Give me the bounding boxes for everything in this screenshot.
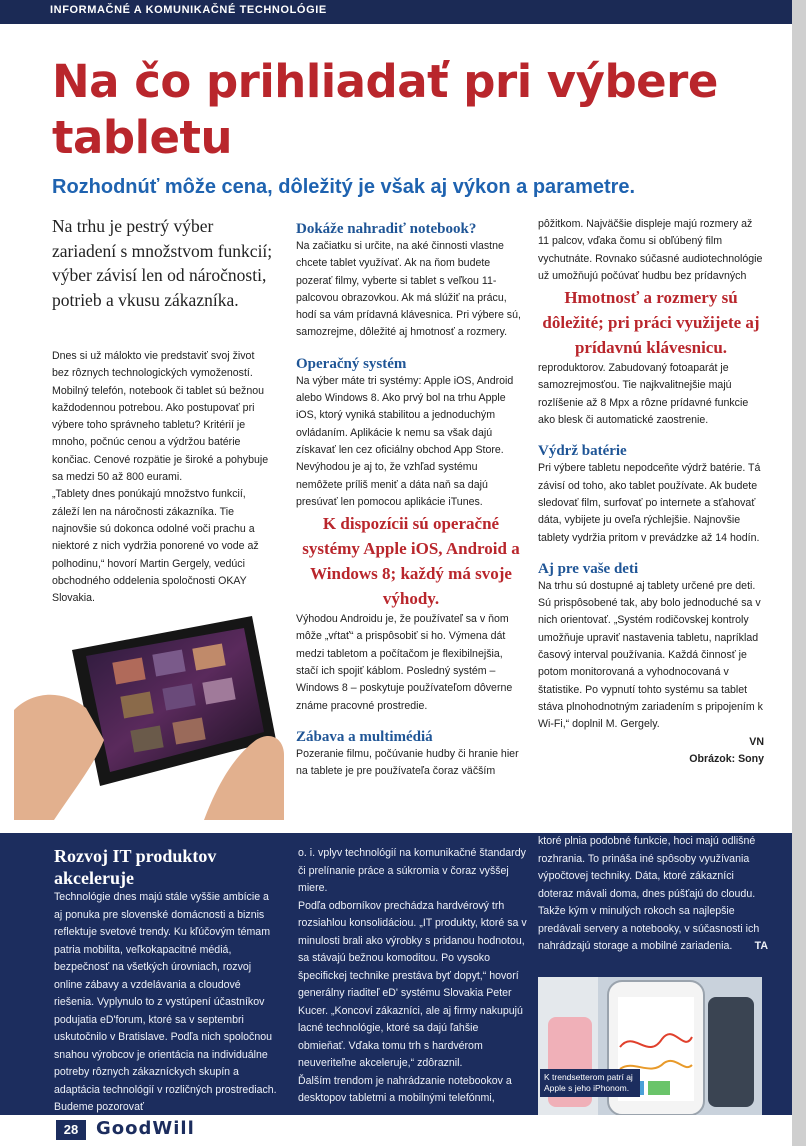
box-column-1 — [54, 845, 280, 1117]
sidebar-box — [0, 833, 792, 1115]
subheading: Výdrž batérie — [538, 443, 627, 460]
box-title: Rozvoj IT produktov akceleruje — [54, 846, 217, 888]
box-paragraph: Ďalším trendom je nahrádzanie notebookov a desktopov tabletmi a mobilnými telefónmi, — [298, 1074, 512, 1104]
box-paragraph: o. i. vplyv technológií na komunikačné štandardy či prelínanie práce a súkromia v čoraz vyššej miere. — [298, 847, 526, 894]
pull-quote: Hmotnosť a rozmery sú dôležité; pri práci využijete aj prídavnú klávesnicu. — [542, 288, 760, 358]
subheading: Aj pre vaše deti — [538, 560, 639, 577]
box-column-2 — [298, 845, 528, 1108]
scan-edge — [792, 0, 806, 1146]
box-paragraph: Technológie dnes majú stále vyššie ambície a aj ponuka pre slovenské domácnosti a biznis reflektuje svetové trendy. Ku kľúčovým témam patria mobilita, veľkokapacitné médiá, bezpečnosť na všetkých úrovniach, rozvoj online zábavy a vzdelávania a cloudové riešenia. Vyplynulo to z vystúpení účastníkov podujatia eD'forum, ktoré sa v septembri uskutočnilo v Bratislave. Podľa nich spoločnou snahou výrobcov je orientácia na individuálne potreby rôznych zákazníckych skupín a adaptácia technológií v rozličných prostrediach. Budeme pozorovať — [54, 891, 277, 1113]
page-footer — [0, 1115, 792, 1146]
magazine-brand: GoodWill — [96, 1118, 195, 1139]
body-paragraph: reproduktorov. Zabudovaný fotoaparát je samozrejmosťou. Tie najkvalitnejšie majú rozlíšenie až 8 Mpx a rôzne prídavné funkcie ako blesk či automatické zaostrenie. — [538, 362, 749, 427]
subheading: Zábava a multimédiá — [296, 728, 433, 745]
section-bar — [0, 0, 792, 24]
article-subtitle: Rozhodnúť môže cena, dôležitý je však aj výkon a parametre. — [52, 176, 636, 198]
body-paragraph: Dnes si už málokto vie predstaviť svoj život bez rôznych technologických vymožeností. Mobilný telefón, notebook či tablet sú bežnou každodennou potrebou. Ako postupovať pri výbere toho správneho tabletu? Kritérií je mnoho, počnúc cenou a výdržou batérie končiac. Cenové rozpätie je široké a pohybuje sa medzi 50 až 800 eurami. — [52, 350, 269, 484]
body-paragraph: pôžitkom. Najväčšie displeje majú rozmery až 11 palcov, vďaka čomu si obľúbený film vychutnáte. Rovnako súčasné audiotechnológie už umožňujú počúvať hudbu bez prídavných — [538, 218, 763, 282]
box-column-3 — [538, 833, 768, 956]
column-3 — [538, 216, 764, 769]
section-label: INFORMAČNÉ A KOMUNIKAČNÉ TECHNOLÓGIE — [50, 4, 327, 16]
body-paragraph: Na trhu sú dostupné aj tablety určené pre deti. Sú prispôsobené tak, aby bolo jednoduché sa v nich orientovať. „Systém rodičovskej kontroly umožňuje upraviť nastavenia tabletu, napríklad časový interval používania. Každá činnosť je potom monitorovaná a vyhodnocovaná v štatistike. Po vypnutí tohto systému sa tablet stáva plnohodnotným zariadením s pripojením k Wi-Fi,“ doplnil M. Gergely. — [538, 579, 763, 731]
body-paragraph: „Tablety dnes ponúkajú množstvo funkcií, záleží len na náročnosti zákazníka. Tie najnovšie sú dokonca odolné voči prachu a niektoré z nich vydržia ponorené vo vode až polhodinu,“ hovorí Martin Gergely, vedúci obchodného oddelenia spoločnosti OKAY Slovakia. — [52, 488, 259, 605]
pull-quote: K dispozícii sú operačné systémy Apple iOS, Android a Windows 8; každý má svoje výhody. — [302, 514, 520, 609]
box-author-initials: TA — [754, 940, 768, 952]
box-paragraph-text: ktoré plnia podobné funkcie, hoci majú odlišné rozhrania. To prináša iné spôsoby využívania výpočtovej techniky. Dáta, ktoré zákazníci doteraz mávali doma, dnes púšťajú do cloudu. Takže kým v minulých rokoch sa najlepšie predávali servery a notebooky, v súčasnosti ich nahrádzajú storage a mobilné zariadenia. — [538, 835, 760, 952]
box-paragraph — [538, 833, 768, 956]
photo-caption: K trendsetterom patrí aj Apple s jeho iPhonom. — [540, 1069, 640, 1097]
body-paragraph: Na začiatku si určite, na aké činnosti vlastne chcete tablet využívať. Ak na ňom budete pozerať filmy, vyberte si tablet s veľkou 11-palcovou obrazovkou. Ak má slúžiť na prácu, hodí sa vám prídavná klávesnica. Pri výbere sú, samozrejme, dôležité aj hmotnosť a rozmery. — [296, 240, 521, 339]
body-paragraph: Pri výbere tabletu nepodceňte výdrž batérie. Tá závisí od toho, ako tablet používate. Ak budete sledovať film, surfovať po internete a sťahovať dáta, vybijete ju oveľa rýchlejšie. Najnovšie tablety vydržia pritom v prevádzke až 14 hodín. — [538, 462, 761, 544]
column-1 — [52, 348, 274, 607]
photo-credit: Obrázok: Sony — [689, 753, 764, 766]
page-number: 28 — [56, 1120, 86, 1140]
column-2 — [296, 220, 526, 781]
body-paragraph: Výhodou Androidu je, že používateľ sa v ňom môže „vŕtať“ a prispôsobiť si ho. Výmena dát medzi tabletom a počítačom je flexibilnejšia, stačí ich spojiť káblom. Posledný systém – Windows 8 – poskytuje používateľom dôverne známe pracovné prostredie. — [296, 613, 513, 712]
body-paragraph: Na výber máte tri systémy: Apple iOS, Android alebo Windows 8. Ako prvý bol na trhu Apple iOS, ktorý vyniká stabilitou a jednoduchým ovládaním. Aplikácie k nemu sa však dajú získavať len cez oficiálny obchod App Store. Nevýhodou je aj to, že vzhľad systému nemôžete príliš meniť a dáta naň sa dajú presúvať len pomocou aplikácie iTunes. — [296, 374, 514, 508]
author-initials: VN — [749, 735, 764, 748]
tablet-photo — [14, 590, 284, 820]
box-paragraph: Podľa odborníkov prechádza hardvérový trh rozsiahlou konsolidáciou. „IT produkty, ktoré sa v minulosti brali ako výrobky s pridanou hodnotou, sa stávajú bežnou komoditou. Po vysoko špecifickej technike prestáva byť dopyt,“ hovorí generálny riaditeľ eD' systému Slovakia Peter Kucer. „Koncoví zákazníci, ale aj firmy nakupujú lacné technológie, ktoré sa dajú ľahšie obmieňať. Vďaka tomu trh s hardvérom neuveriteľne akceleruje,“ zdôraznil. — [298, 899, 527, 1069]
body-paragraph: Pozeranie filmu, počúvanie hudby či hranie hier na tablete je pre používateľa čoraz väčším — [296, 747, 519, 778]
article-title: Na čo prihliadať pri výbere tabletu — [52, 55, 718, 164]
subheading: Operačný systém — [296, 355, 407, 372]
subheading: Dokáže nahradiť notebook? — [296, 221, 477, 237]
lead-paragraph: Na trhu je pestrý výber zariadení s množstvom funkcií; výber závisí len od náročnosti, potrieb a vkusu zákazníka. — [52, 216, 273, 310]
